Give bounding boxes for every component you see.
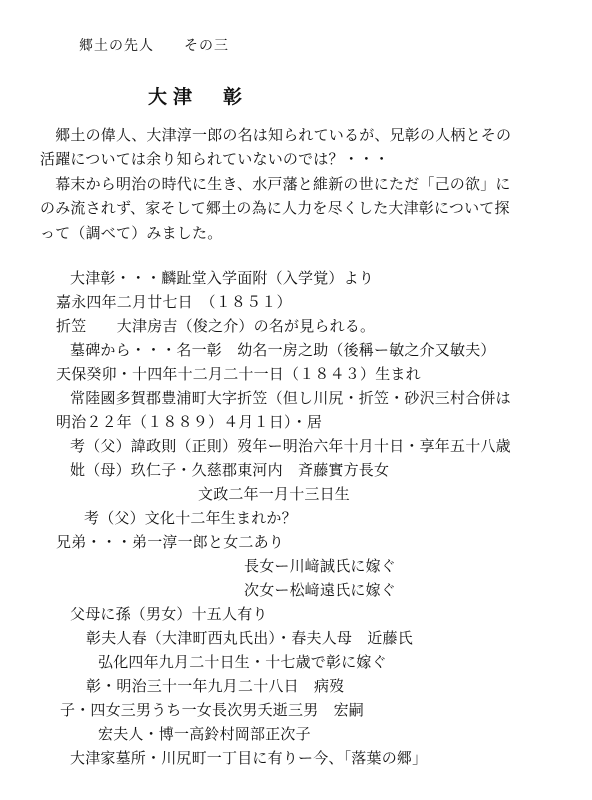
intro-line: のみ流されず、家そして郷土の為に人力を尽くした大津彰について探 [40,199,510,217]
series-title: 郷土の先人 その三 [79,38,229,54]
record-line: 大津彰・・・麟趾堂入学面附（入学覚）より [70,269,375,287]
intro-line: 幕末から明治の時代に生き、水戸藩と維新の世にただ「己の欲」に [40,175,511,193]
record-line: 彰・明治三十一年九月二十八日 病歿 [86,677,345,695]
record-line: 折笠 大津房吉（俊之介）の名が見られる。 [56,317,376,335]
record-line: 弘化四年九月二十日生・十七歳で彰に嫁ぐ [98,653,387,671]
page-title: 大津 彰 [148,86,249,108]
record-line: 墓碑から・・・名一彰 幼名一房之助（後稱ー敏之介又敏夫） [70,341,496,359]
record-line: 兄弟・・・弟一淳一郎と女二あり [56,533,285,551]
record-line: 常陸國多賀郡豊浦町大字折笠（但し川尻・折笠・砂沢三村合併は [70,389,511,407]
record-line: 文政二年一月十三日生 [198,485,351,503]
record-line: 考（父）諱政則（正則）歿年ー明治六年十月十日・享年五十八歳 [70,437,511,455]
record-line: 次女ー松﨑遠氏に嫁ぐ [244,581,397,599]
record-line: 天保癸卯・十四年十二月二十一日（１８４３）生まれ [56,365,421,383]
record-line: 彰夫人春（大津町西丸氏出）・春夫人母 近藤氏 [86,629,413,647]
record-line: 嘉永四年二月廿七日 （１８５１） [56,293,292,311]
record-line: 考（父）文化十二年生まれか？ [84,509,297,527]
record-line: 長女ー川﨑誠氏に嫁ぐ [244,557,397,575]
intro-line: 活躍については余り知られていないのでは？・・・ [40,150,390,168]
record-line: 大津家墓所・川尻町一丁目に有りー今、「落葉の郷」 [70,749,428,767]
intro-line: って（調べて）みました。 [40,224,223,242]
record-line: 明治２２年（１８８９）４月１日）・居 [56,413,323,431]
record-line: 子・四女三男うち一女長次男夭逝三男 宏嗣 [60,701,365,719]
record-line: 宏夫人・博一高鈴村岡部正次子 [98,725,311,743]
intro-line: 郷土の偉人、大津淳一郎の名は知られているが、兄彰の人柄とその [40,126,512,144]
record-line: 妣（母）玖仁子・久慈郡東河内 斉藤實方長女 [70,461,390,479]
record-line: 父母に孫（男女）十五人有り [70,605,268,623]
